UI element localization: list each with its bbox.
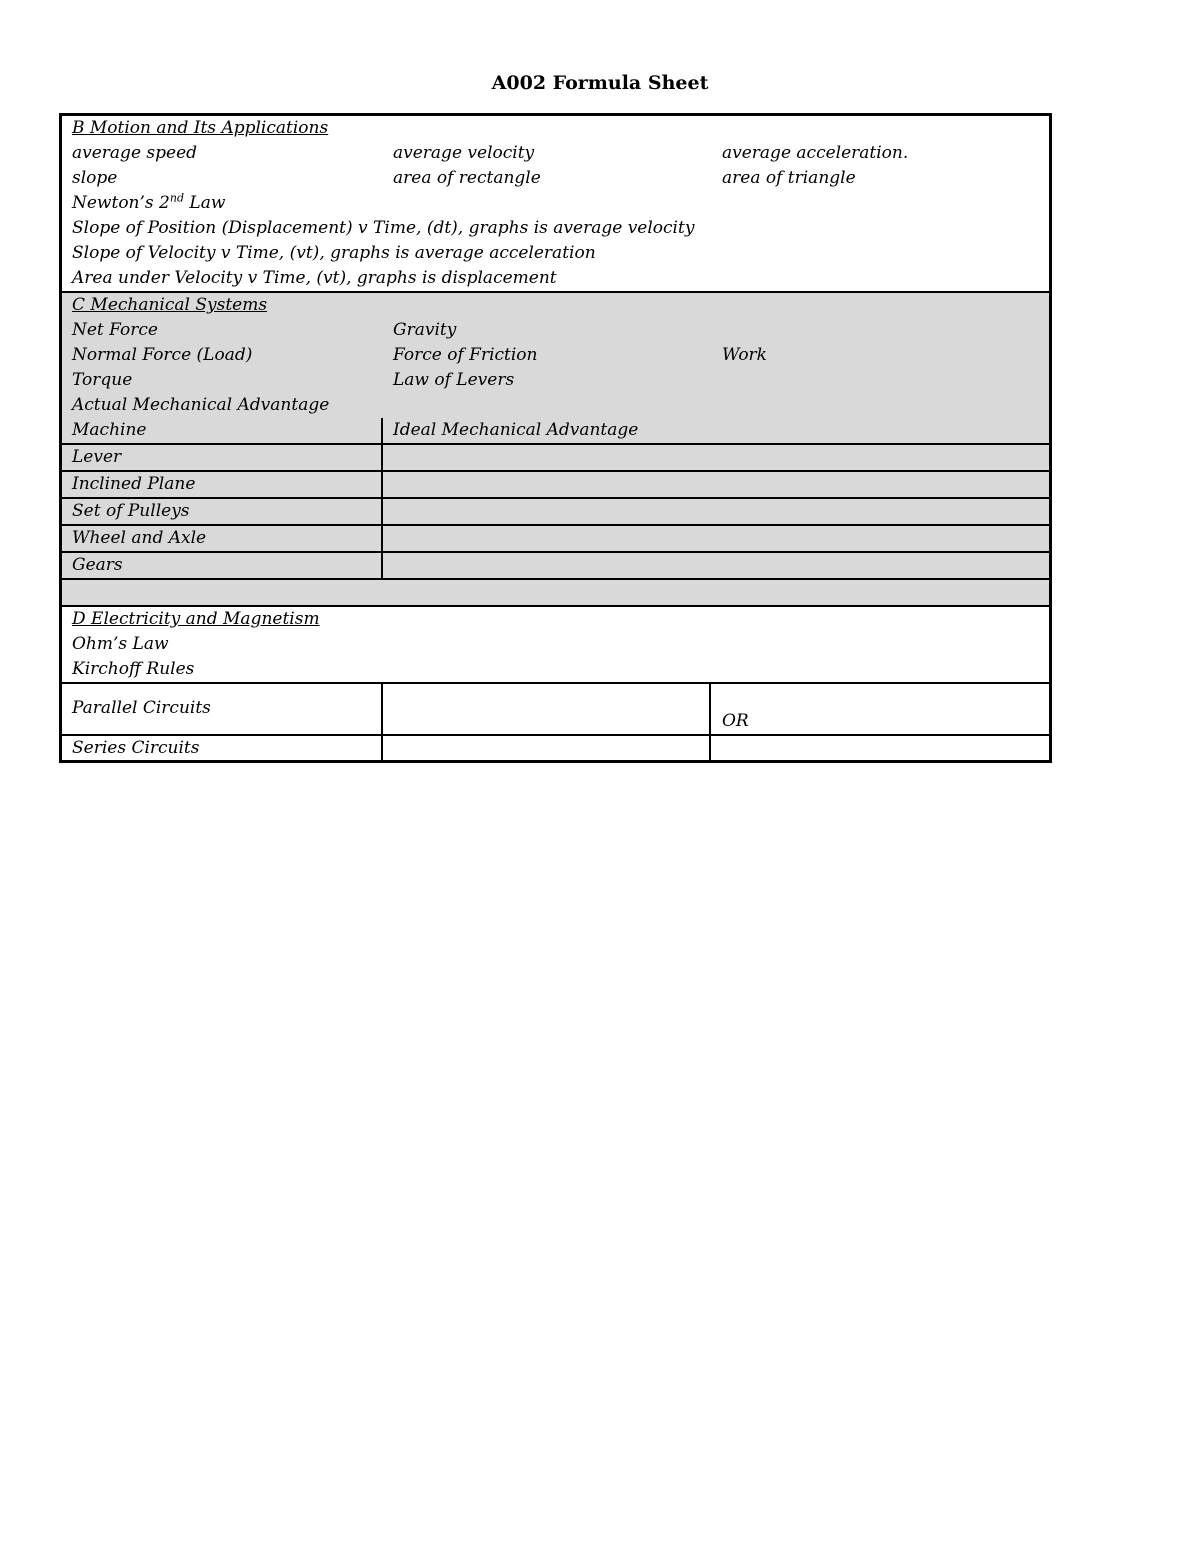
label-actual-mechanical-advantage: Actual Mechanical Advantage (72, 395, 330, 415)
section-mechanical (62, 293, 1049, 607)
table-row (62, 443, 1049, 470)
label-parallel-circuits: Parallel Circuits (72, 698, 211, 718)
label-law-of-levers: Law of Levers (393, 370, 515, 390)
series-circuits-row (62, 736, 1049, 760)
label-work: Work (722, 345, 767, 365)
label-torque: Torque (72, 370, 133, 390)
table-row (62, 551, 1049, 578)
label-area-triangle: area of triangle (722, 168, 856, 188)
table-row (62, 497, 1049, 524)
section-motion (62, 116, 1049, 293)
machine-set-of-pulleys: Set of Pulleys (72, 501, 190, 521)
section-heading-electricity: D Electricity and Magnetism (72, 609, 320, 629)
label-normal-force: Normal Force (Load) (72, 345, 253, 365)
section-heading-mechanical: C Mechanical Systems (72, 295, 268, 315)
parallel-circuits-row (62, 684, 1049, 736)
fact-vt-slope: Slope of Velocity v Time, (vt), graphs is average acceleration (72, 243, 596, 263)
label-area-rectangle: area of rectangle (393, 168, 541, 188)
table-row (62, 470, 1049, 497)
fact-vt-area: Area under Velocity v Time, (vt), graphs is displacement (72, 268, 557, 288)
label-net-force: Net Force (72, 320, 158, 340)
label-gravity: Gravity (393, 320, 457, 340)
label-force-of-friction: Force of Friction (393, 345, 538, 365)
page-title: A002 Formula Sheet (491, 72, 709, 94)
label-newtons-second-law: Newton’s 2nd Law (72, 191, 226, 213)
label-slope: slope (72, 168, 118, 188)
machine-gears: Gears (72, 555, 123, 575)
label-average-velocity: average velocity (393, 143, 535, 163)
table-row (62, 524, 1049, 551)
label-average-acceleration: average acceleration. (722, 143, 909, 163)
section-electricity (62, 607, 1049, 684)
label-kirchoff-rules: Kirchoff Rules (72, 659, 195, 679)
header-machine: Machine (72, 420, 147, 440)
machine-lever: Lever (72, 447, 122, 467)
label-ohms-law: Ohm’s Law (72, 634, 169, 654)
formula-table (59, 113, 1052, 763)
label-average-speed: average speed (72, 143, 198, 163)
machine-wheel-and-axle: Wheel and Axle (72, 528, 207, 548)
blank-row (62, 578, 1049, 605)
label-or: OR (722, 711, 749, 731)
section-heading-motion: B Motion and Its Applications (72, 118, 329, 138)
machine-header-row (62, 418, 1049, 443)
label-series-circuits: Series Circuits (72, 738, 200, 758)
machine-inclined-plane: Inclined Plane (72, 474, 196, 494)
header-ideal-mechanical-advantage: Ideal Mechanical Advantage (393, 420, 639, 440)
fact-dt-slope: Slope of Position (Displacement) v Time, (dt), graphs is average velocity (72, 218, 695, 238)
